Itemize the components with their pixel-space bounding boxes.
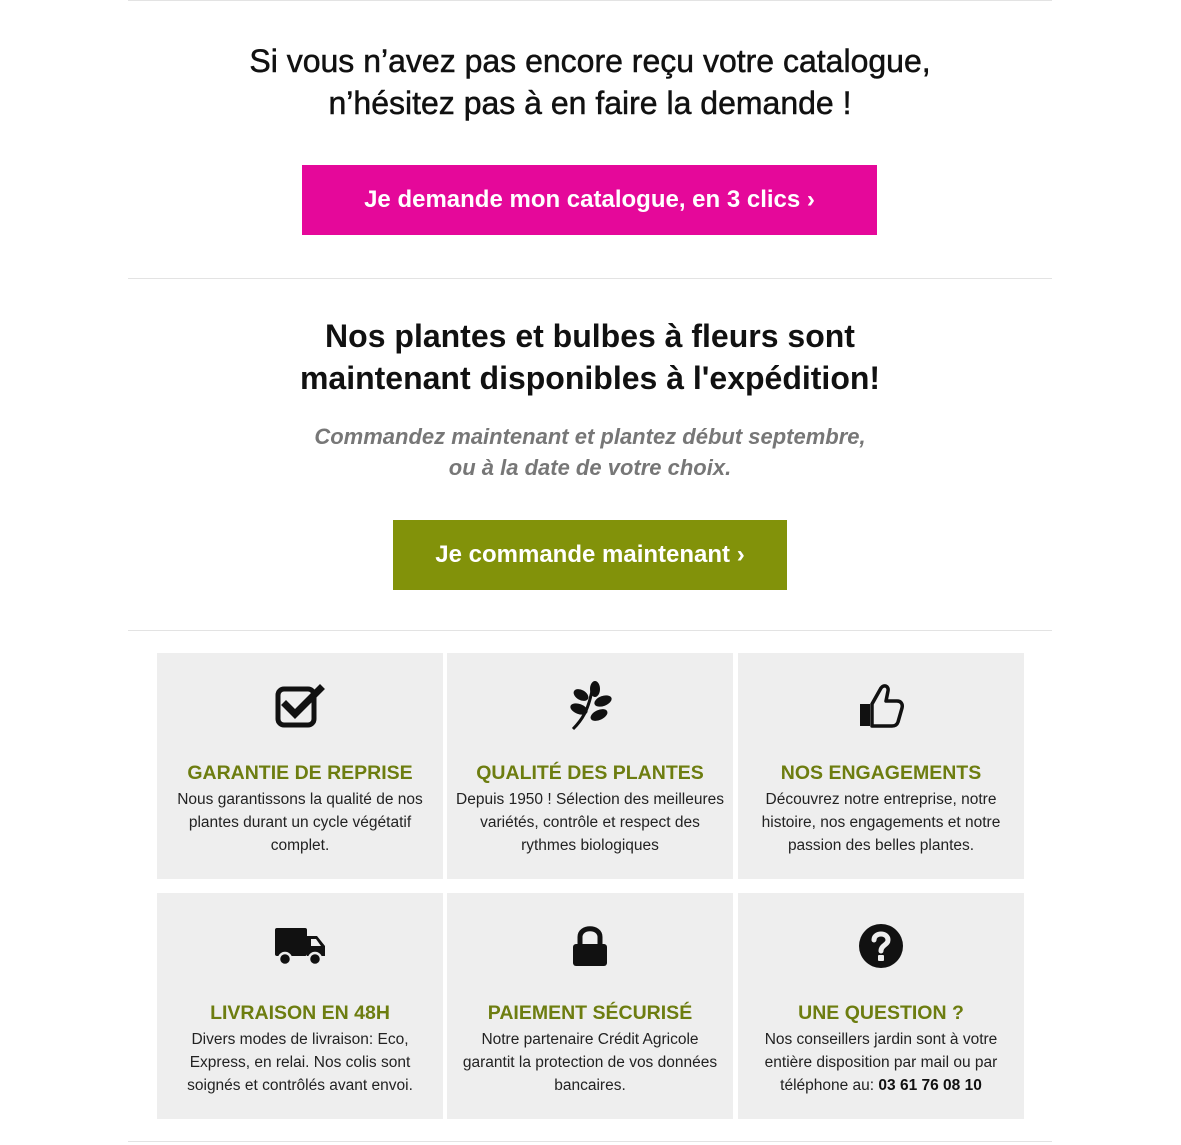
feature-title: PAIEMENT SÉCURISÉ [487,1002,693,1024]
feature-text: Nos conseillers jardin sont à votre entière disposition par mail ou par téléphone au: 03 61 76 08 10 [764,1031,998,1094]
feature-card-payment[interactable] [447,893,733,1119]
thumbs-up-icon [738,681,1024,731]
catalogue-heading: Si vous n’avez pas encore reçu votre catalogue, n’hésitez pas à en faire la demande ! [249,43,931,121]
checkbox-icon [157,681,443,731]
order-now-button[interactable]: Je commande maintenant › [393,520,787,590]
feature-card-guarantee[interactable] [157,653,443,879]
features-grid [157,653,1024,1119]
feature-card-quality[interactable] [447,653,733,879]
truck-icon [157,921,443,971]
feature-text: Divers modes de livraison: Eco, Express, en relai. Nos colis sont soignés et contrôlés avant envoi. [187,1031,413,1094]
feature-text: Nous garantissons la qualité de nos plantes durant un cycle végétatif complet. [177,791,423,854]
feature-card-commitments[interactable] [738,653,1024,879]
shipping-subtitle: Commandez maintenant et plantez début septembre, ou à la date de votre choix. [314,424,866,480]
phone-number[interactable]: 03 61 76 08 10 [878,1077,982,1094]
feature-title: GARANTIE DE REPRISE [187,762,413,784]
feature-title: UNE QUESTION ? [798,1002,964,1024]
feature-text: Découvrez notre entreprise, notre histoire, nos engagements et notre passion des belles plantes. [761,791,1001,854]
question-icon [738,921,1024,971]
feature-title: LIVRAISON EN 48H [210,1002,390,1024]
divider-2 [128,630,1052,631]
shipping-heading: Nos plantes et bulbes à fleurs sont maintenant disponibles à l'expédition! [299,318,881,396]
lock-icon [447,921,733,971]
divider-top [128,0,1052,1]
feature-card-question[interactable] [738,893,1024,1119]
feature-text: Notre partenaire Crédit Agricole garantit la protection de vos données bancaires. [462,1031,718,1094]
feature-text: Depuis 1950 ! Sélection des meilleures variétés, contrôle et respect des rythmes biologiques [456,791,724,854]
request-catalogue-button[interactable]: Je demande mon catalogue, en 3 clics › [302,165,877,235]
feature-title: QUALITÉ DES PLANTES [476,762,704,784]
leaf-icon [447,681,733,731]
feature-title: NOS ENGAGEMENTS [780,762,982,784]
divider-bottom [128,1141,1052,1142]
feature-card-delivery[interactable] [157,893,443,1119]
divider-1 [128,278,1052,279]
